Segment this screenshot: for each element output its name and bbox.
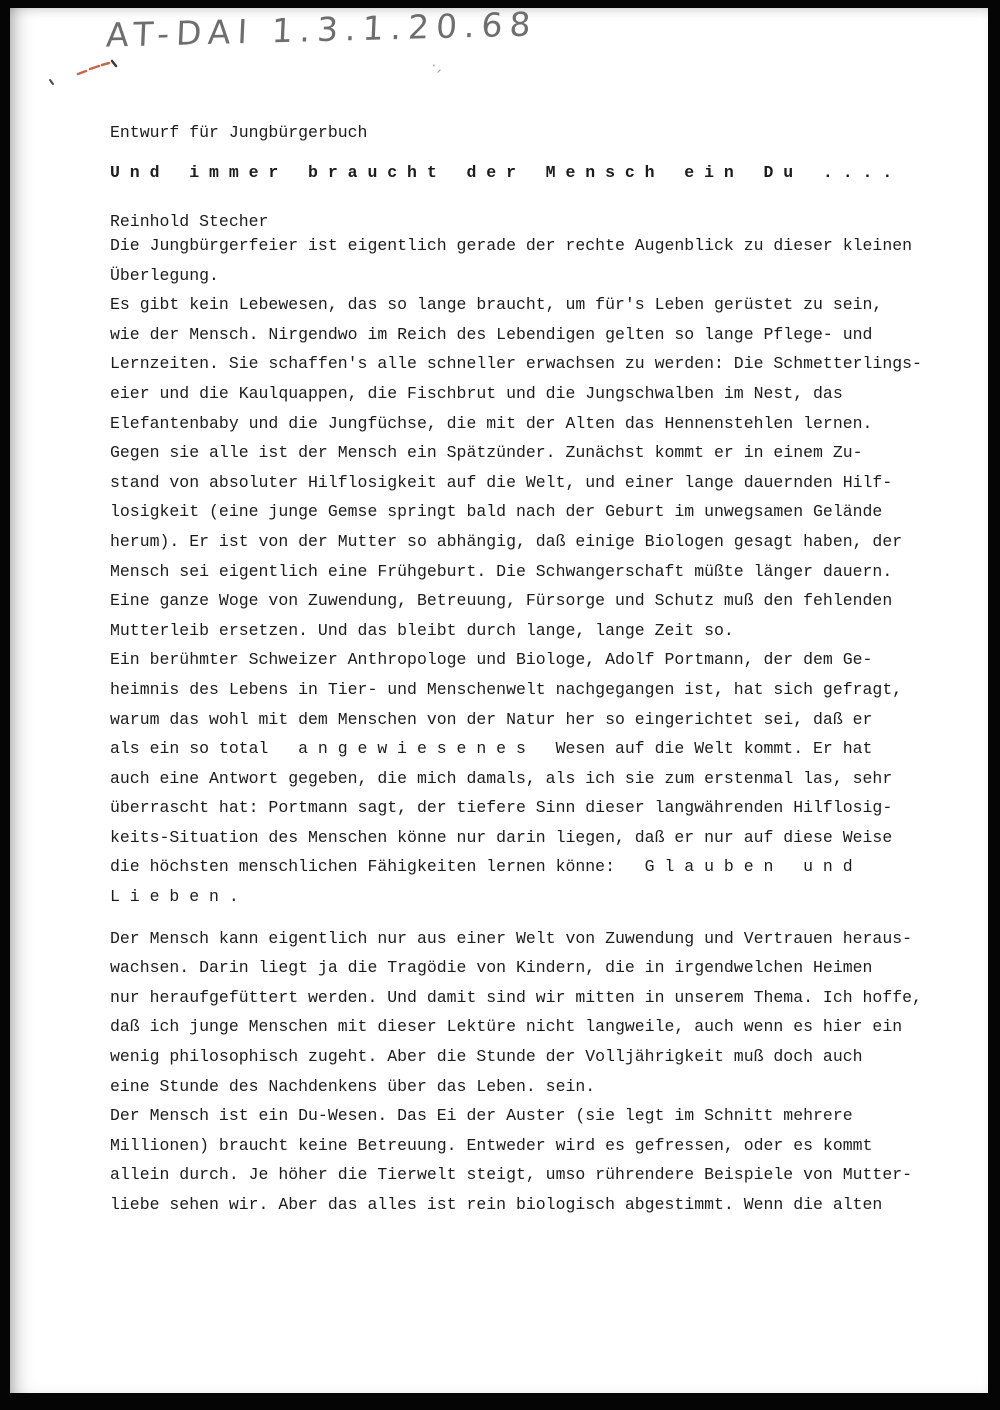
handwritten-archive-annotation: AT-DAI 1.3.1.20.68 [105, 4, 539, 55]
text-line: Gegen sie alle ist der Mensch ein Spätzünder. Zunächst kommt er in einem Zu- [110, 443, 863, 463]
text-line: warum das wohl mit dem Menschen von der Natur her so eingerichtet sei, daß er [110, 709, 873, 729]
text-line: stand von absoluter Hilflosigkeit auf die Welt, und einer lange dauernden Hilf- [110, 472, 893, 492]
text-line: wenig philosophisch zugeht. Aber die Stunde der Volljährigkeit muß doch auch [110, 1047, 863, 1067]
text-line: als ein so total a n g e w i e s e n e s Wesen auf die Welt kommt. Er hat [110, 739, 873, 759]
text-line: die höchsten menschlichen Fähigkeiten lernen könne: G l a u b e n u n d [110, 857, 853, 877]
document-title: U n d i m m e r b r a u c h t d e r M e n s c h e i n D u . . . . [110, 163, 893, 182]
text-line: überrascht hat: Portmann sagt, der tiefere Sinn dieser langwährenden Hilflosig- [110, 798, 893, 818]
paragraph-block-1 [110, 231, 922, 912]
text-line: liebe sehen wir. Aber das alles ist rein biologisch abgestimmt. Wenn die alten [110, 1195, 883, 1214]
text-line: Es gibt kein Lebewesen, das so lange braucht, um für's Leben gerüstet zu sein, [110, 295, 883, 315]
text-line: auch eine Antwort gegeben, die mich damals, als ich sie zum erstenmal las, sehr [110, 768, 893, 788]
header-author-line: Reinhold Stecher [110, 211, 269, 231]
text-line: allein durch. Je höher die Tierwelt steigt, umso rührendere Beispiele von Mutter- [110, 1165, 913, 1185]
text-line: Die Jungbürgerfeier ist eigentlich gerade der rechte Augenblick zu dieser kleinen [110, 236, 913, 255]
text-line: Elefantenbaby und die Jungfüchse, die mit der Alten das Hennenstehlen lernen. [110, 413, 873, 433]
text-line: Ein berühmter Schweizer Anthropologe und Biologe, Adolf Portmann, der dem Ge- [110, 650, 873, 670]
text-line: Überlegung. [110, 265, 219, 285]
text-line: eine Stunde des Nachdenkens über das Leben. sein. [110, 1076, 596, 1096]
text-line: heimnis des Lebens in Tier- und Menschenwelt nachgegangen ist, hat sich gefragt, [110, 679, 903, 699]
text-line: losigkeit (eine junge Gemse springt bald nach der Geburt im unwegsamen Gelände [110, 502, 883, 522]
text-line: keits-Situation des Menschen könne nur darin liegen, daß er nur auf diese Weise [110, 827, 893, 847]
text-line: Mutterleib ersetzen. Und das bleibt durch lange, lange Zeit so. [110, 620, 734, 640]
text-line: Eine ganze Woge von Zuwendung, Betreuung, Fürsorge und Schutz muß den fehlenden [110, 591, 893, 611]
text-line: wie der Mensch. Nirgendwo im Reich des Lebendigen gelten so lange Pflege- und [110, 324, 873, 344]
document-body [110, 231, 922, 1220]
text-line: daß ich junge Menschen mit dieser Lektüre nicht langweile, auch wenn es hier ein [110, 1017, 903, 1037]
text-line: Der Mensch kann eigentlich nur aus einer Welt von Zuwendung und Vertrauen heraus- [110, 928, 913, 948]
paragraph-block-2 [110, 924, 922, 1220]
text-line: Mensch sei eigentlich eine Frühgeburt. Die Schwangerschaft müßte länger dauern. [110, 561, 893, 581]
text-line: L i e b e n . [110, 887, 239, 907]
text-line: eier und die Kaulquappen, die Fischbrut und die Jungschwalben im Nest, das [110, 383, 843, 403]
text-line: Lernzeiten. Sie schaffen's alle schneller erwachsen zu werden: Die Schmetterlings- [110, 354, 922, 374]
header-draft-line: Entwurf für Jungbürgerbuch [110, 123, 368, 142]
document-page [10, 4, 988, 1393]
text-line: herum). Er ist von der Mutter so abhängig, daß einige Biologen gesagt haben, der [110, 531, 903, 551]
text-line: wachsen. Darin liegt ja die Tragödie von Kindern, die in irgendwelchen Heimen [110, 958, 873, 978]
text-line: Der Mensch ist ein Du-Wesen. Das Ei der Auster (sie legt im Schnitt mehrere [110, 1106, 853, 1126]
text-line: nur heraufgefüttert werden. Und damit sind wir mitten in unserem Thema. Ich hoffe, [110, 987, 922, 1007]
scan-speck: ·‚ [428, 57, 447, 77]
text-line: Millionen) braucht keine Betreuung. Entweder wird es gefressen, oder es kommt [110, 1135, 873, 1155]
